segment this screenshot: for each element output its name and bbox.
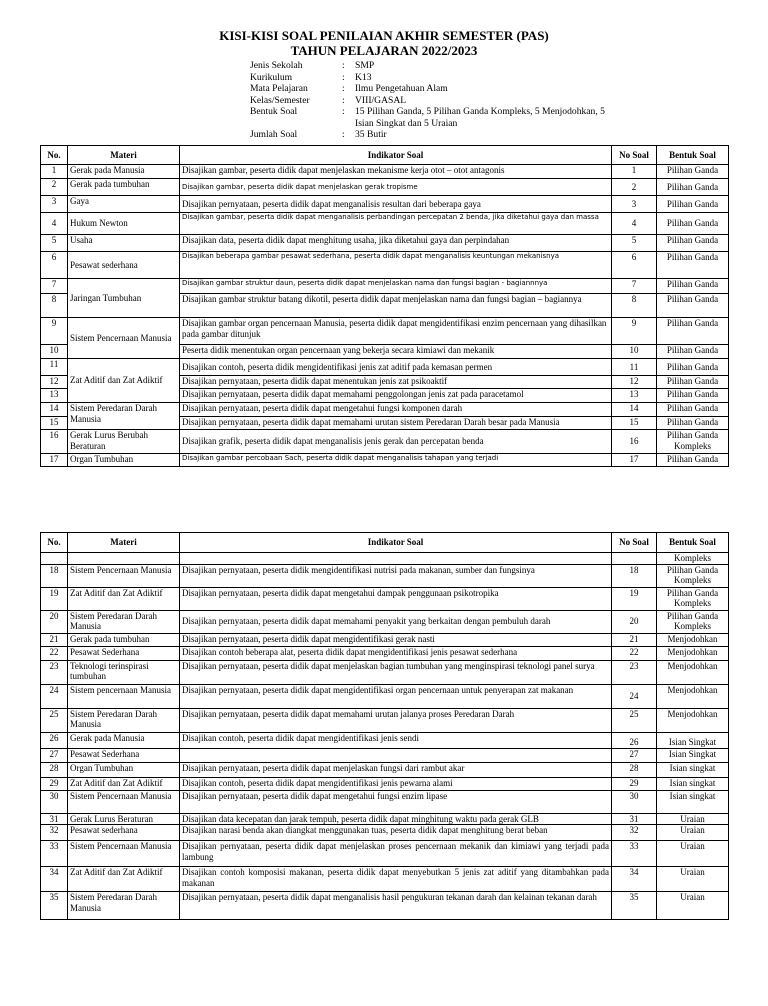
cell-bentuk: Menjodohkan (657, 660, 729, 684)
cell-materi: Organ Tumbuhan (68, 762, 180, 777)
cell-bentuk: Menjodohkan (657, 708, 729, 732)
cell-no-soal: 34 (612, 867, 657, 892)
cell-bentuk: Menjodohkan (657, 646, 729, 660)
cell-indikator: Disajikan pernyataan, peserta didik dapat memahami urutan sistem Peredaran Darah besar pada Manusia (180, 417, 612, 430)
cell-indikator: Disajikan narasi benda akan diangkat menggunakan tuas, peserta didik dapat menghitung berat beban (180, 825, 612, 841)
cell-no: 10 (41, 345, 68, 359)
cell-no: 22 (41, 646, 68, 660)
table-row (41, 403, 729, 417)
meta-value: 35 Butir (355, 129, 387, 140)
cell-no: 5 (41, 235, 68, 252)
cell-indikator: Disajikan pernyataan, peserta didik dapat memahami urutan jalanya proses Peredaran Darah (180, 708, 612, 732)
cell-bentuk: Isian Singkat (657, 748, 729, 762)
meta-key: Kurikulum (250, 71, 293, 83)
table-row (41, 610, 729, 633)
cell-indikator: Peserta didik menentukan organ pencernaan yang bekerja secara kimiawi dan mekanik (180, 345, 612, 359)
cell-indikator: Disajikan data kecepatan dan jarak tempuh, peserta didik dapat minghitung waktu pada gerak GLB (180, 813, 612, 825)
cell-materi: Sistem pencernaan Manusia (68, 684, 180, 708)
cell-no-soal: 29 (612, 777, 657, 790)
table-row (41, 708, 729, 732)
cell-indikator: Disajikan contoh, peserta didik mengidentifikasi jenis zat aditif pada kemasan permen (180, 359, 612, 376)
cell-bentuk: Menjodohkan (657, 684, 729, 708)
cell-no-soal: 13 (612, 389, 657, 403)
cell-no: 6 (41, 252, 68, 279)
cell-indikator: Disajikan pernyataan, peserta didik dapat menentukan jenis zat psikoaktif (180, 376, 612, 389)
cell-no: 25 (41, 708, 68, 732)
cell-no: 8 (41, 294, 68, 318)
cell-bentuk: Isian singkat (657, 777, 729, 790)
cell-no-soal: 17 (612, 454, 657, 467)
table-row (41, 553, 729, 565)
cell-no-soal: 7 (612, 279, 657, 294)
cell-indikator: Disajikan beberapa gambar pesawat sederhana, peserta didik dapat menganalisis keuntungan mekanisnya (180, 252, 612, 279)
cell-bentuk: Pilihan Ganda Kompleks (657, 430, 729, 454)
cell-bentuk: Uraian (657, 813, 729, 825)
meta-row: Kelas/Semester : VIII/GASAL (250, 95, 620, 107)
cell-materi: Gerak Lurus Berubah Beraturan (68, 430, 180, 454)
cell-no-soal: 23 (612, 660, 657, 684)
table-row (41, 684, 729, 708)
cell-bentuk: Pilihan Ganda (657, 454, 729, 467)
cell-no-soal: 9 (612, 318, 657, 345)
table-row (41, 279, 729, 294)
cell-no: 14 (41, 403, 68, 417)
cell-indikator: Disajikan contoh, peserta didik dapat mengidentifikasi jenis pewarna alami (180, 777, 612, 790)
cell-bentuk: Pilihan Ganda (657, 235, 729, 252)
cell-no-soal: 32 (612, 825, 657, 841)
cell-bentuk: Pilihan Ganda Kompleks (657, 587, 729, 610)
cell-no: 34 (41, 867, 68, 892)
col-header-no: No. (41, 533, 68, 553)
cell-bentuk: Uraian (657, 825, 729, 841)
cell-materi: Jaringan Tumbuhan (68, 279, 180, 318)
table-row (41, 587, 729, 610)
cell-no-soal: 4 (612, 213, 657, 235)
cell-materi: Gerak pada Manusia (68, 165, 180, 179)
cell-no-soal: 11 (612, 359, 657, 376)
cell-indikator (180, 748, 612, 762)
cell-bentuk: Uraian (657, 867, 729, 892)
meta-value: K13 (355, 71, 372, 83)
cell-bentuk: Pilihan Ganda (657, 359, 729, 376)
meta-key: Kelas/Semester (250, 94, 310, 106)
table-header-row (41, 533, 729, 553)
document-title: KISI-KISI SOAL PENILAIAN AKHIR SEMESTER (PAS) (219, 28, 549, 43)
cell-materi: Gerak pada tumbuhan (68, 633, 180, 646)
table-row (41, 633, 729, 646)
cell-materi: Zat Aditif dan Zat Adiktif (68, 587, 180, 610)
cell-bentuk: Pilihan Ganda (657, 196, 729, 213)
grid-table-2 (40, 532, 729, 920)
cell-bentuk: Uraian (657, 841, 729, 867)
table-row (41, 777, 729, 790)
table-row (41, 660, 729, 684)
table-row (41, 813, 729, 825)
cell-no: 33 (41, 841, 68, 867)
cell-indikator: Disajikan pernyataan, peserta didik dapat menganalisis resultan dari beberapa gaya (180, 196, 612, 213)
cell-materi: Teknologi terinspirasi tumbuhan (68, 660, 180, 684)
cell-indikator: Disajikan grafik, peserta didik dapat menganalisis jenis gerak dan percepatan benda (180, 430, 612, 454)
cell-bentuk: Pilihan Ganda (657, 165, 729, 179)
meta-row: Jenis Sekolah : SMP (250, 60, 620, 72)
cell-materi: Hukum Newton (68, 213, 180, 235)
table-row (41, 748, 729, 762)
cell-no: 24 (41, 684, 68, 708)
col-header-bentuk: Bentuk Soal (657, 146, 729, 165)
cell-indikator: Disajikan pernyataan, peserta didik dapat memahami penyakit yang berkaitan dengan pembuluh darah (180, 610, 612, 633)
cell-no: 26 (41, 732, 68, 748)
cell-no: 35 (41, 892, 68, 920)
cell-materi: Zat Aditif dan Zat Adiktif (68, 867, 180, 892)
table-row (41, 841, 729, 867)
meta-key: Jumlah Soal (250, 129, 298, 140)
table-row (41, 196, 729, 213)
cell-bentuk: Menjodohkan (657, 633, 729, 646)
meta-row: Kurikulum : K13 (250, 72, 620, 84)
table-header-row (41, 146, 729, 165)
cell-indikator: Disajikan pernyataan, peserta didik dapat mengidentifikasi gerak nasti (180, 633, 612, 646)
cell-materi: Zat Aditif dan Zat Adiktif (68, 359, 180, 403)
cell-indikator: Disajikan pernyataan, peserta didik dapat menjelaskan proses pencernaan mekanik dan kimiawi yang terjadi pada lambung (180, 841, 612, 867)
cell-no: 9 (41, 318, 68, 345)
cell-bentuk: Pilihan Ganda (657, 417, 729, 430)
col-header-materi: Materi (68, 533, 180, 553)
cell-no: 11 (41, 359, 68, 376)
cell-no-soal: 31 (612, 813, 657, 825)
meta-value: SMP (355, 60, 375, 71)
cell-indikator: Disajikan pernyataan, peserta didik dapat menganalisis hasil pengukuran tekanan darah dan kelainan tekanan darah (180, 892, 612, 920)
cell-materi: Gerak pada Manusia (68, 732, 180, 748)
cell-no-soal: 19 (612, 587, 657, 610)
cell-indikator: Disajikan gambar struktur daun, peserta didik dapat menjelaskan nama dan fungsi bagian - bagiannnya (180, 279, 612, 294)
cell-no-soal: 15 (612, 417, 657, 430)
cell-bentuk: Isian Singkat (657, 732, 729, 748)
cell-indikator: Disajikan gambar struktur batang dikotil, peserta didik dapat menjelaskan nama dan fungsi bagian – bagiannya (180, 294, 612, 318)
table-row (41, 564, 729, 587)
cell-indikator: Disajikan pernyataan, peserta didik dapat mengetahui fungsi komponen darah (180, 403, 612, 417)
col-header-no-soal: No Soal (612, 146, 657, 165)
grid-table-1 (40, 145, 729, 467)
meta-value: VIII/GASAL (355, 94, 407, 106)
meta-value: Ilmu Pengetahuan Alam (355, 83, 448, 94)
cell-indikator: Disajikan contoh beberapa alat, peserta didik dapat mengidentifikasi jenis pesawat sederhana (180, 646, 612, 660)
cell-no: 4 (41, 213, 68, 235)
cell-indikator: Disajikan pernyataan, peserta didik dapat menjelaskan bagian tumbuhan yang menginspirasi teknologi panel surya (180, 660, 612, 684)
cell-no: 16 (41, 430, 68, 454)
cell-no: 2 (41, 179, 68, 196)
cell-materi: Pesawat sederhana (68, 825, 180, 841)
cell-bentuk: Pilihan Ganda (657, 252, 729, 279)
meta-row: Bentuk Soal : 15 Pilihan Ganda, 5 Pilihan Ganda Kompleks, 5 Menjodohkan, 5 Isian Singkat dan 5 Uraian (250, 106, 620, 129)
cell-no: 7 (41, 279, 68, 294)
cell-indikator: Disajikan pernyataan, peserta didik dapat memahami penggolongan jenis zat pada paracetamol (180, 389, 612, 403)
cell-indikator: Disajikan pernyataan, peserta didik dapat mengetahui fungsi enzim lipase (180, 790, 612, 813)
cell-no-soal: 33 (612, 841, 657, 867)
cell-no-soal: 20 (612, 610, 657, 633)
cell-no-soal: 6 (612, 252, 657, 279)
cell-bentuk: Pilihan Ganda (657, 403, 729, 417)
meta-key: Mata Pelajaran (250, 83, 308, 94)
col-header-indikator: Indikator Soal (180, 146, 612, 165)
cell-bentuk: Pilihan Ganda Kompleks (657, 610, 729, 633)
cell-bentuk: Pilihan Ganda (657, 179, 729, 196)
cell-materi: Sistem Peredaran Darah Manusia (68, 403, 180, 430)
col-header-materi: Materi (68, 146, 180, 165)
cell-no: 13 (41, 389, 68, 403)
cell-no-soal: 10 (612, 345, 657, 359)
cell-no-soal: 18 (612, 564, 657, 587)
cell-no: 17 (41, 454, 68, 467)
cell-materi: Usaha (68, 235, 180, 252)
table-row (41, 213, 729, 235)
cell-no-soal: 24 (612, 684, 657, 708)
cell-no-soal: 21 (612, 633, 657, 646)
cell-no-soal: 26 (612, 732, 657, 748)
meta-key: Jenis Sekolah (250, 60, 303, 71)
cell-indikator: Disajikan pernyataan, peserta didik dapat mengetahui dampak penggunaan psikotropika (180, 587, 612, 610)
cell-no: 30 (41, 790, 68, 813)
cell-materi: Sistem Peredaran Darah Manusia (68, 610, 180, 633)
cell-bentuk: Isian singkat (657, 790, 729, 813)
cell-no: 32 (41, 825, 68, 841)
cell-no-soal: 22 (612, 646, 657, 660)
carry-over-text: Kompleks (657, 553, 729, 565)
cell-bentuk: Pilihan Ganda (657, 213, 729, 235)
cell-no: 1 (41, 165, 68, 179)
cell-no-soal: 1 (612, 165, 657, 179)
cell-no: 20 (41, 610, 68, 633)
table-row (41, 646, 729, 660)
table-row (41, 732, 729, 748)
cell-materi: Gerak Lurus Beraturan (68, 813, 180, 825)
cell-no-soal: 16 (612, 430, 657, 454)
cell-no: 15 (41, 417, 68, 430)
document-subtitle: TAHUN PELAJARAN 2022/2023 (290, 43, 478, 58)
cell-no-soal: 28 (612, 762, 657, 777)
cell-materi: Gaya (68, 196, 180, 213)
cell-no-soal: 14 (612, 403, 657, 417)
cell-materi: Pesawat sederhana (68, 252, 180, 279)
cell-no: 23 (41, 660, 68, 684)
cell-no: 3 (41, 196, 68, 213)
cell-materi: Sistem Pencernaan Manusia (68, 564, 180, 587)
table-row (41, 179, 729, 196)
table-row (41, 235, 729, 252)
cell-bentuk: Isian singkat (657, 762, 729, 777)
col-header-indikator: Indikator Soal (180, 533, 612, 553)
cell-no-soal: 5 (612, 235, 657, 252)
cell-no: 18 (41, 564, 68, 587)
cell-materi: Organ Tumbuhan (68, 454, 180, 467)
cell-no-soal: 30 (612, 790, 657, 813)
meta-key: Bentuk Soal (250, 106, 298, 117)
cell-materi: Sistem Pencernaan Manusia (68, 841, 180, 867)
cell-materi: Sistem Pencernaan Manusia (68, 790, 180, 813)
cell-materi: Gerak pada tumbuhan (68, 179, 180, 196)
cell-bentuk: Pilihan Ganda (657, 345, 729, 359)
table-row (41, 825, 729, 841)
cell-bentuk: Pilihan Ganda Kompleks (657, 564, 729, 587)
cell-no: 28 (41, 762, 68, 777)
cell-materi: Pesawat Sederhana (68, 748, 180, 762)
meta-value: 15 Pilihan Ganda, 5 Pilihan Ganda Kompleks, 5 Menjodohkan, 5 Isian Singkat dan 5 Uraian (355, 106, 605, 129)
cell-no: 19 (41, 587, 68, 610)
cell-materi: Sistem Pencernaan Manusia (68, 318, 180, 359)
cell-bentuk: Pilihan Ganda (657, 318, 729, 345)
col-header-bentuk: Bentuk Soal (657, 533, 729, 553)
table-row (41, 318, 729, 345)
cell-materi: Sistem Peredaran Darah Manusia (68, 708, 180, 732)
identity-block (250, 60, 620, 141)
cell-materi: Pesawat Sederhana (68, 646, 180, 660)
cell-no: 27 (41, 748, 68, 762)
cell-materi: Zat Aditif dan Zat Adiktif (68, 777, 180, 790)
col-header-no-soal: No Soal (612, 533, 657, 553)
cell-indikator: Disajikan gambar percobaan Sach, peserta didik dapat menganalisis tahapan yang terjadi (180, 454, 612, 467)
cell-bentuk: Pilihan Ganda (657, 389, 729, 403)
cell-no-soal: 12 (612, 376, 657, 389)
cell-materi: Sistem Peredaran Darah Manusia (68, 892, 180, 920)
cell-no-soal: 25 (612, 708, 657, 732)
meta-row: Mata Pelajaran : Ilmu Pengetahuan Alam (250, 83, 620, 95)
cell-indikator: Disajikan data, peserta didik dapat menghitung usaha, jika diketahui gaya dan perpindahan (180, 235, 612, 252)
cell-indikator: Disajikan pernyataan, peserta didik dapat menjelaskan fungsi dari rambut akar (180, 762, 612, 777)
cell-indikator: Disajikan gambar, peserta didik dapat menjelaskan gerak tropisme (180, 179, 612, 196)
table-row (41, 165, 729, 179)
cell-no: 29 (41, 777, 68, 790)
cell-no-soal: 2 (612, 179, 657, 196)
table-row (41, 790, 729, 813)
cell-no-soal: 35 (612, 892, 657, 920)
cell-indikator: Disajikan gambar, peserta didik dapat menjelaskan mekanisme kerja otot – otot antagonis (180, 165, 612, 179)
cell-no-soal: 3 (612, 196, 657, 213)
col-header-no: No. (41, 146, 68, 165)
cell-indikator: Disajikan contoh komposisi makanan, peserta didik dapat menyebutkan 5 jenis zat aditif yang ditambahkan pada makanan (180, 867, 612, 892)
cell-indikator: Disajikan pernyataan, peserta didik mengidentifikasi nutrisi pada makanan, sumber dan fungsinya (180, 564, 612, 587)
cell-no-soal: 8 (612, 294, 657, 318)
table-row (41, 430, 729, 454)
cell-indikator: Disajikan pernyataan, peserta didik dapat mengidentifikasi organ pencernaan untuk penyerapan zat makanan (180, 684, 612, 708)
cell-no-soal: 27 (612, 748, 657, 762)
cell-indikator: Disajikan contoh, peserta didik dapat mengidentifikasi jenis sendi (180, 732, 612, 748)
cell-bentuk: Uraian (657, 892, 729, 920)
cell-indikator: Disajikan gambar, peserta didik dapat menganalisis perbandingan percepatan 2 benda, jika diketahui gaya dan massa (180, 213, 612, 235)
cell-bentuk: Pilihan Ganda (657, 376, 729, 389)
cell-indikator: Disajikan gambar organ pencernaan Manusia, peserta didik dapat mengidentifikasi enzim pencernaan yang dihasilkan pada gambar ditunjuk (180, 318, 612, 345)
cell-bentuk: Pilihan Ganda (657, 279, 729, 294)
cell-no: 21 (41, 633, 68, 646)
cell-no: 12 (41, 376, 68, 389)
table-row (41, 867, 729, 892)
table-row (41, 892, 729, 920)
meta-row: Jumlah Soal : 35 Butir (250, 129, 620, 141)
table-row (41, 252, 729, 279)
table-row (41, 454, 729, 467)
table-row (41, 359, 729, 376)
cell-bentuk: Pilihan Ganda (657, 294, 729, 318)
cell-no: 31 (41, 813, 68, 825)
table-row (41, 762, 729, 777)
